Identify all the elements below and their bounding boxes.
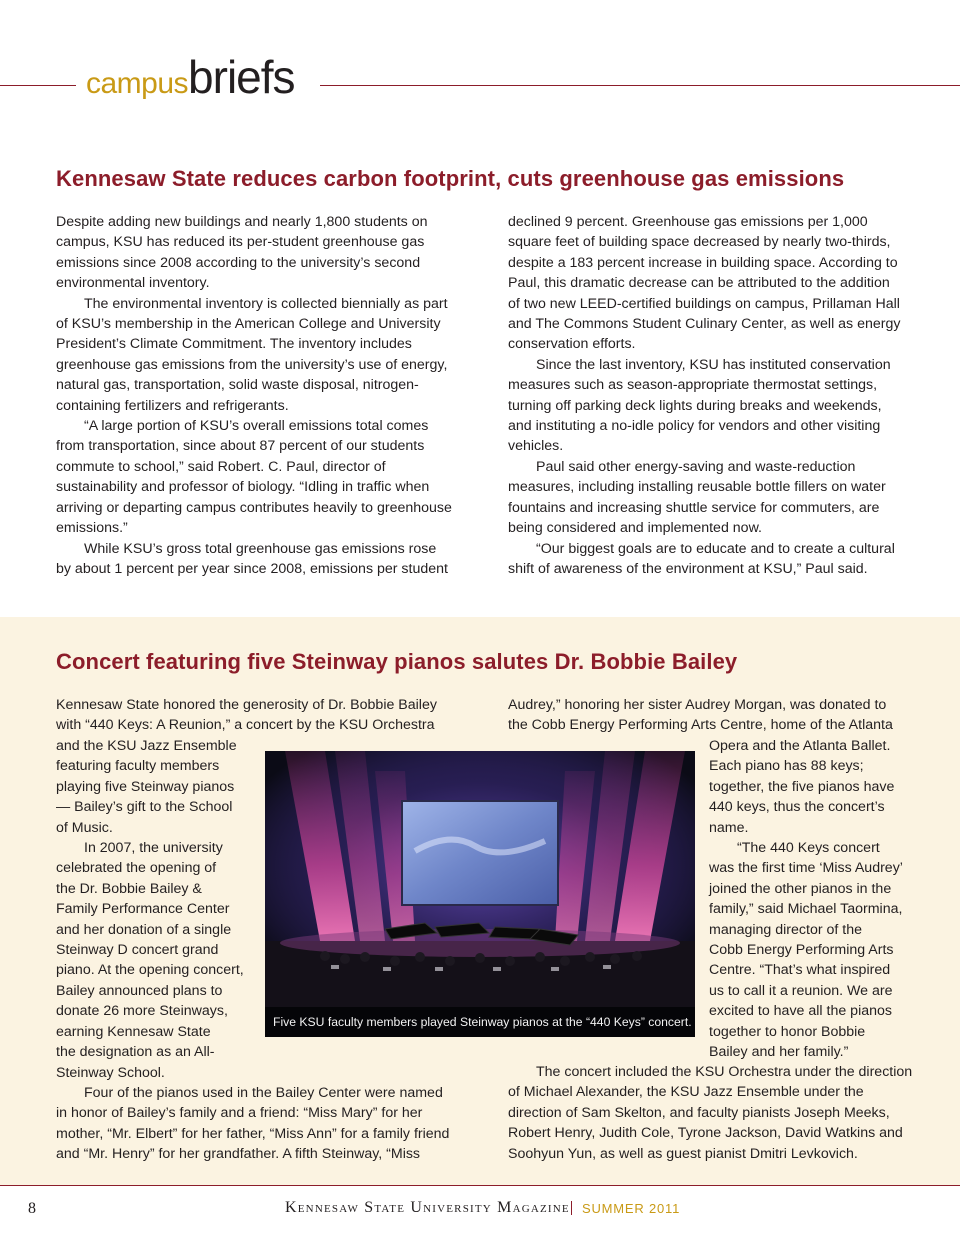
text-line: “A large portion of KSU’s overall emissions total comes xyxy=(84,418,429,435)
text-line: despite a 183 percent increase in building space. According to xyxy=(508,254,898,271)
text-line: celebrated the opening of xyxy=(56,860,217,877)
text-line: of Michael Alexander, the KSU Jazz Ensemble under the xyxy=(508,1084,864,1101)
text-line: declined 9 percent. Greenhouse gas emissions per 1,000 xyxy=(508,214,868,230)
text-line: together, the five pianos have xyxy=(709,778,895,795)
footer-separator xyxy=(571,1201,572,1215)
article1-column-right xyxy=(508,212,928,579)
section-title xyxy=(86,50,295,110)
text-line: sustainability and professor of biology. “Idling in traffic when xyxy=(56,479,430,496)
text-line: of KSU’s membership in the American College and University xyxy=(56,316,441,333)
text-line: Paul, this dramatic decrease can be attributed to the addition xyxy=(508,275,890,292)
text-line: square feet of building space decreased by nearly two-thirds, xyxy=(508,234,891,251)
text-line: in honor of Bailey’s family and a friend: “Miss Mary” for her xyxy=(56,1105,423,1122)
text-line: turning off parking deck lights during breaks and weekends, xyxy=(508,397,882,414)
text-line: The environmental inventory is collected biennially as part xyxy=(84,295,448,312)
article2-column-right-top xyxy=(508,695,928,736)
text-line: Four of the pianos used in the Bailey Center were named xyxy=(84,1085,443,1101)
text-line: Centre. “That’s what inspired xyxy=(709,962,891,979)
text-line: The concert included the KSU Orchestra under the direction xyxy=(536,1064,913,1080)
text-line: commute to school,” said Robert. C. Paul, director of xyxy=(56,458,386,475)
text-line: fountains and increasing shuttle service for commuters, are xyxy=(508,499,880,516)
text-line: shift of awareness of the environment at KSU,” Paul said. xyxy=(508,560,868,577)
text-line: of two new LEED-certified buildings on campus, Prillaman Hall xyxy=(508,295,900,312)
text-line: by about 1 percent per year since 2008, emissions per student xyxy=(56,560,448,577)
text-line: family,” said Michael Taormina, xyxy=(709,901,903,918)
text-line: — Bailey’s gift to the School xyxy=(56,799,233,816)
text-line: managing director of the xyxy=(709,921,863,938)
text-line: donate 26 more Steinways, xyxy=(56,1003,228,1020)
article2-column-left-top xyxy=(56,695,476,736)
text-line: conservation efforts. xyxy=(508,336,636,353)
text-line: us to call it a reunion. We are xyxy=(709,982,893,999)
text-line: measures such as season-appropriate thermostat settings, xyxy=(508,377,878,394)
text-line: and The Commons Student Culinary Center, as well as energy xyxy=(508,316,901,333)
article1-headline: Kennesaw State reduces carbon footprint, cuts greenhouse gas emissions xyxy=(56,166,845,191)
text-line: Despite adding new buildings and nearly 1,800 students on xyxy=(56,214,428,230)
text-line: excited to have all the pianos xyxy=(709,1003,892,1020)
text-line: President’s Climate Commitment. The inventory includes xyxy=(56,336,412,353)
text-line: campus, KSU has reduced its per-student greenhouse gas xyxy=(56,234,425,251)
text-line: natural gas, transportation, solid waste disposal, nitrogen- xyxy=(56,377,419,394)
text-line: mother, “Mr. Elbert” for her father, “Miss Ann” for a family friend xyxy=(56,1125,450,1142)
article2-column-right-narrow xyxy=(709,736,919,1063)
text-line: Each piano has 88 keys; xyxy=(709,758,864,775)
concert-photo xyxy=(265,751,695,1037)
text-line: environmental inventory. xyxy=(56,275,210,292)
text-line: containing fertilizers and refrigerants. xyxy=(56,397,289,414)
text-line: arriving or departing campus contributes heavily to greenhouse xyxy=(56,499,452,516)
text-line: Bailey announced plans to xyxy=(56,982,223,999)
text-line: joined the other pianos in the xyxy=(709,880,892,897)
text-line: earning Kennesaw State xyxy=(56,1023,211,1040)
text-line: the Dr. Bobbie Bailey & xyxy=(56,880,202,897)
text-line: “The 440 Keys concert xyxy=(737,840,880,857)
text-line: Steinway D concert grand xyxy=(56,942,219,959)
article2-column-left-bottom xyxy=(56,1083,476,1165)
text-line: was the first time ‘Miss Audrey’ xyxy=(709,860,903,877)
text-line: and instituting a no-idle policy for vendors and other visiting xyxy=(508,418,881,435)
text-line: Opera and the Atlanta Ballet. xyxy=(709,738,891,754)
photo-caption: Five KSU faculty members played Steinway pianos at the “440 Keys” concert. xyxy=(265,1007,695,1037)
concert-stage-illustration xyxy=(265,751,695,1007)
header-rule-left xyxy=(0,85,76,86)
text-line: playing five Steinway pianos xyxy=(56,778,235,795)
text-line: emissions.” xyxy=(56,520,128,537)
text-line: together to honor Bobbie xyxy=(709,1023,866,1040)
text-line: Bailey and her family.” xyxy=(709,1044,849,1061)
text-line: emissions since 2008 according to the university’s second xyxy=(56,254,421,271)
footer-rule xyxy=(0,1185,960,1186)
text-line: of Music. xyxy=(56,819,113,836)
article2-column-right-bottom xyxy=(508,1062,928,1164)
text-line: name. xyxy=(709,819,749,836)
text-line: Kennesaw State honored the generosity of Dr. Bobbie Bailey xyxy=(56,697,437,713)
article1-column-left xyxy=(56,212,476,579)
text-line: Robert Henry, Judith Cole, Tyrone Jackson, David Watkins and xyxy=(508,1125,903,1142)
text-line: vehicles. xyxy=(508,438,564,455)
text-line: and “Mr. Henry” for her grandfather. A fifth Steinway, “Miss xyxy=(56,1146,421,1163)
issue-label: SUMMER 2011 xyxy=(582,1201,681,1216)
text-line: Family Performance Center xyxy=(56,901,230,918)
text-line: In 2007, the university xyxy=(84,840,223,857)
text-line: with “440 Keys: A Reunion,” a concert by the KSU Orchestra xyxy=(56,717,435,734)
text-line: and the KSU Jazz Ensemble xyxy=(56,738,237,754)
article2-column-left-narrow xyxy=(56,736,256,1083)
text-line: measures, including installing reusable bottle fillers on water xyxy=(508,479,886,496)
magazine-name: Kennesaw State University Magazine xyxy=(285,1199,570,1216)
text-line: the Cobb Energy Performing Arts Centre, home of the Atlanta xyxy=(508,717,893,734)
text-line: direction of Sam Skelton, and faculty pianists Joseph Meeks, xyxy=(508,1104,890,1121)
page-number: 8 xyxy=(28,1200,36,1217)
text-line: 440 keys, thus the concert’s xyxy=(709,799,885,816)
text-line: Steinway School. xyxy=(56,1064,165,1081)
section-title-big: briefs xyxy=(188,51,295,103)
header-rule-right xyxy=(320,85,960,86)
text-line: Paul said other energy-saving and waste-reduction xyxy=(536,458,856,475)
text-line: Cobb Energy Performing Arts xyxy=(709,942,894,959)
text-line: the designation as an All- xyxy=(56,1044,215,1061)
text-line: piano. At the opening concert, xyxy=(56,962,244,979)
text-line: featuring faculty members xyxy=(56,758,220,775)
text-line: Soohyun Yun, as well as guest pianist Dmitri Levkovich. xyxy=(508,1145,858,1162)
text-line: greenhouse gas emissions from the university’s use of energy, xyxy=(56,356,448,373)
text-line: being considered and implemented now. xyxy=(508,520,762,537)
text-line: Audrey,” honoring her sister Audrey Morgan, was donated to xyxy=(508,697,887,713)
text-line: from transportation, since about 87 percent of our students xyxy=(56,438,425,455)
text-line: “Our biggest goals are to educate and to create a cultural xyxy=(536,540,895,557)
section-title-small: campus xyxy=(86,67,189,100)
text-line: Since the last inventory, KSU has instituted conservation xyxy=(536,356,891,373)
text-line: While KSU’s gross total greenhouse gas emissions rose xyxy=(84,540,437,557)
article2-headline: Concert featuring five Steinway pianos salutes Dr. Bobbie Bailey xyxy=(56,649,738,674)
text-line: and her donation of a single xyxy=(56,921,232,938)
